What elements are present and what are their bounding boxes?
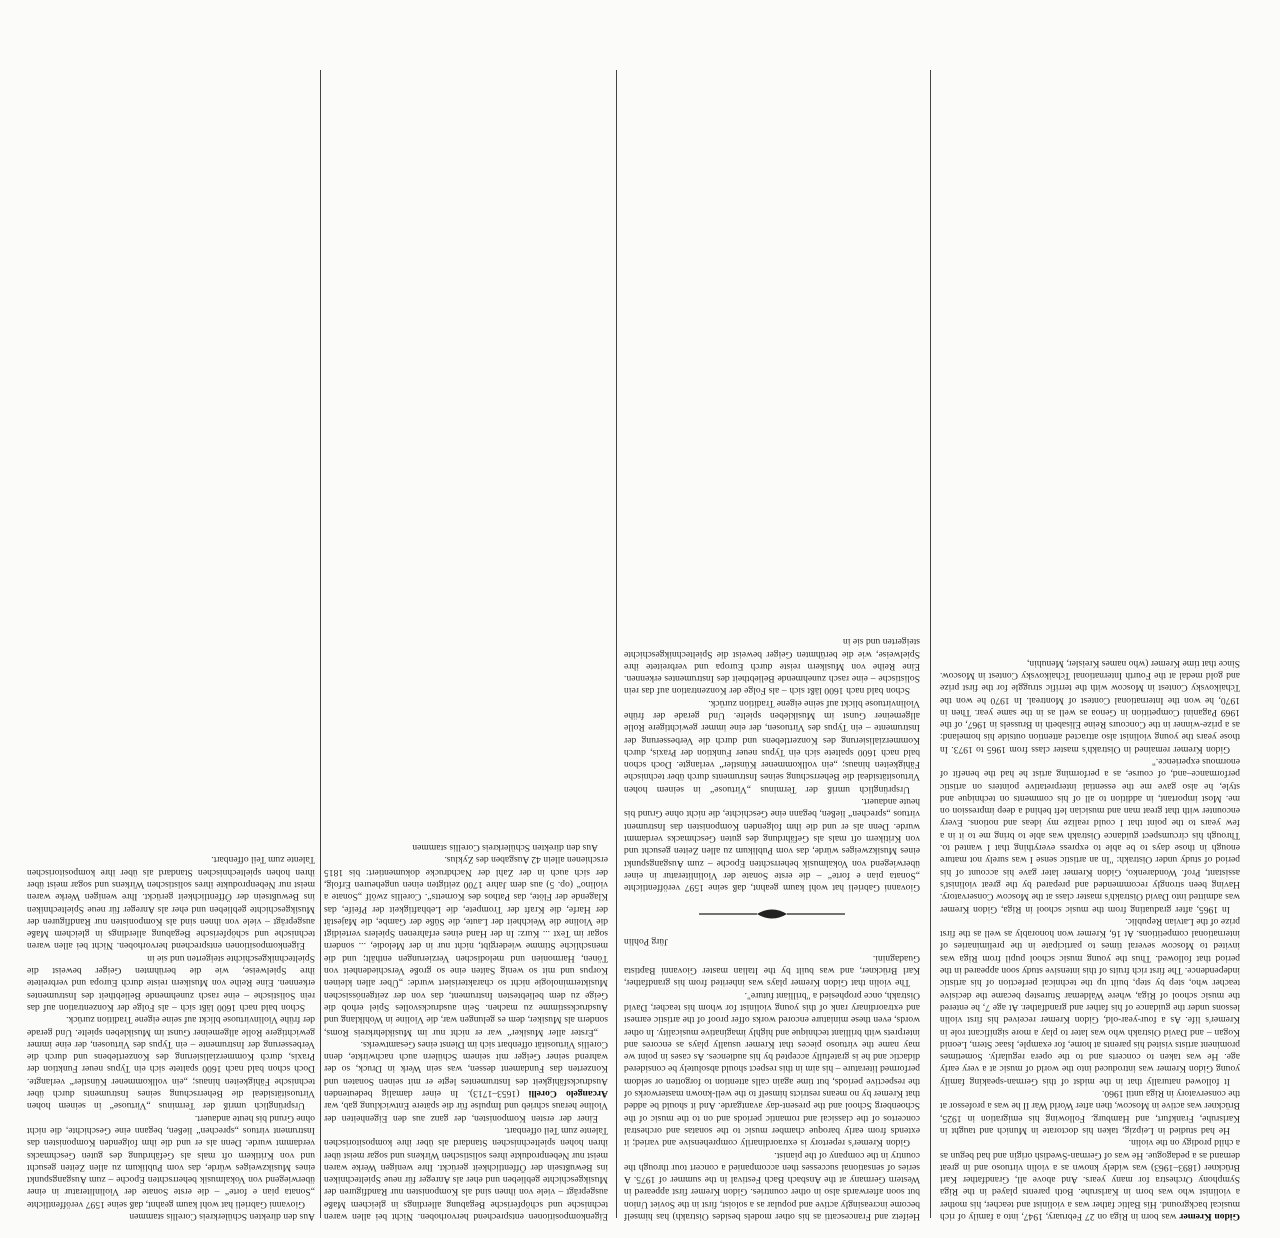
paragraph-text: Aus den direkten Schülerkreis Corellis stammen (412, 842, 598, 854)
paragraph-text: Schon bald nach 1600 läßt sich – als Folge der Konzentration auf das rein Solistische – eine rasch zunehmende Beliebtheit des Instrumentes erkennen. Eine Reihe von Musikern reiste durch Europa und verbreitete ihre Spielweise, wie die berühmten Geiger beweist die Spieltechnikgeschichte steigerten und sie in (27, 952, 315, 1013)
german-column-1 (324, 72, 608, 1222)
paragraph-text: Eigenkompositionen entsprechend hervorhoben. Nicht bei allen waren technische und schöpferische Begabung allerdings in gleichem Maße ausgeprägt – viele von ihnen sind als Komponisten nur Randfiguren der Musikgeschichte geblieben und eher als Anreger für neue Spieltechniken ins Bewußtsein der Öffentlichkeit gerückt. Ihre wenigen Werke waren meist nur Nebenprodukte ihres solistischen Wirkens und sogar meist über ihren hohen spieltechnischen Standard als über ihre kompositorischen Talente zum Teil offenbart. (27, 854, 315, 952)
english-column-2 (624, 72, 920, 1222)
paragraph-text: Einer der ersten Komponisten, der ganz aus den Eigenheiten der Violine heraus schrieb und Impulse für die spätere Entwicklung gab, war (324, 1100, 608, 1124)
name-lead: Gidon Kremer (1179, 1211, 1240, 1222)
paragraph-text: It followed naturally that in the midst of this German-speaking family young Gidon Kremer was introduced into the world of music at a very early age. He was taken to concerts and to the opera regularly. Sometimes prominent artists visited his parents at home, for example, Isaac Stern, Leonid Kogan – and David Oistrakh who was later to play a more significant role in Kremer's life. As a four-year-old, Gidon Kremer received his first violin lessons under the guidance of his father and grandfather. At age 7, he entered the music school of Riga, where Waldemar Sturestep became the decisive teacher who, step by step, built up the technical perfection of his artistic independence. The first rich fruits of this intensive study soon appeared in the period that followed. Thus the young music school pupil from Riga was invited to Moscow several times to participate in the preliminaries of international competitions. At 16, Kremer won honorably as well as the first prize of the Latvian Republic. (940, 915, 1240, 1087)
paragraph (940, 1136, 1240, 1222)
paragraph-text: Gidon Kremer remained in Oistrakh's master class from 1965 to 1973. In those years the young violinist also attracted attention outside his homeland: as a prize-winner in the Concours Reine Elisabeth in Brussels in 1967, of the 1969 Paganini Competition in Genoa as well as in the same year. Then in 1970, he won the International Contest of Montreal. In 1970 he won the Tchaikovsky Contest in Moscow with the terrific struggle for the first prize and gold medal at the Fourth International Tchaikovsky Contest in Moscow. Since that time Kremer (who names Kreisler, Menuhin, (940, 657, 1240, 755)
name-bold: Arcangelo Corelli (528, 1088, 608, 1100)
paragraph (940, 1087, 1240, 1136)
paragraph-text: was born in Riga on 27 February, 1947, into a family of rich musical background. His Baltic father was a violinist and teacher, his mother a violinist who was born in Karlsruhe. Both parents played in the Riga Symphony Orchestra for many years. And above all, Grandfather Karl Brückner (1893–1963) was widely known as a violin virtuoso and in great demand as a pedagogue. He was of German-Swedish origin and had begun as a child prodigy on the violin. (940, 1137, 1240, 1222)
paragraph (324, 853, 608, 1037)
paragraph (324, 841, 608, 853)
paragraph (324, 1124, 608, 1222)
german-column-2 (27, 72, 315, 1222)
paragraph (940, 656, 1240, 754)
paragraph-text: Gidon Kremer's repertory is extraordinarily comprehensive and varied; it extends from early baroque chamber music to the sonatas and orchestral concertos of the classical and romantic periods and on to the music of the Schoenberg School and the present-day avantgarde. And it should be added that Kremer by no means restricts himself to the well-known masterworks of the respective periods, but time again calls attention to forgotten or seldom performed literature – his aim in this respect should absolutely be considered didactic and he is gratefully accepted by his audiences. As cases in point we may name the virtuoso pieces that Kremer usually plays as encores and interprets with brilliant technique and highly imaginative musicality. In other words, even these miniature encored works offer proof of the artistic earnest and extraordinary rank of this young violinist for whom his teacher, David Oistrakh, once prophesied a "brilliant future". (624, 989, 920, 1149)
paragraph (624, 795, 920, 893)
paragraph-text: In 1965, after graduating from the music school in Riga, Gidon Kremer was admitted into David Oistrakh's master class at the Moscow Conservatory. Having been strongly recommended and prepared by the great violinist's assistant, Prof. Wondarenko, Gidon Kremer later gave his account of his period of study under Oistrakh: "In an artistic sense I was surely not mature enough in those days to be able to express everything that I wanted to. Through his circumspect guidance Oistrakh was able to bring me to it in a few years to the point that I could realize my ideas and notions. Every encounter with that great man and musician left behind a deep impression on me. Most important, in addition to all of his comments on technique and style, he also gave me the essential interpretative pointers on artistic performance–and, of course, as a performing artist he had the benefit of enormous experience." (940, 756, 1240, 915)
paragraph (940, 755, 1240, 915)
paragraph (624, 1148, 920, 1222)
ornament-divider (697, 907, 847, 921)
paragraph-text: Giovanni Gabrieli hat wohl kaum geahnt, daß seine 1597 veröffentlichte „Sonata pian e forte“ – die erste Sonate der Violinliteratur in einer überwiegend von Vokalmusik beherrschten Epoche – zum Ausgangspunkt eines Musikzweiges würde, das vom Publikum zu allen Zeiten gesucht und von Kritikern oft mals als Gefährdung des guten Geschmacks verdammt wurde. Denn als er und die ihm folgenden Komponisten das Instrument virtuos „sprechen“ ließen, begann eine Geschichte, die nicht ohne Grund bis heute andauert. (27, 1112, 315, 1210)
paragraph (624, 696, 920, 794)
paragraph-text: Eigenkompositionen entsprechend hervorhoben. Nicht bei allen waren technische und schöpferische Begabung allerdings in gleichem Maße ausgeprägt – viele von ihnen sind als Komponisten nur Randfiguren der Musikgeschichte geblieben und eher als Anreger für neue Spieltechniken ins Bewußtsein der Öffentlichkeit gerückt. Ihre wenigen Werke waren meist nur Nebenprodukte ihres solistischen Wirkens und sogar meist über ihren hohen spieltechnischen Standard als über ihre kompositorischen Talente zum Teil offenbart. (324, 1124, 608, 1222)
paragraph (624, 635, 920, 696)
paragraph-text: Heifetz and Francescatti as his other models besides Oistrakh) has himself become increasingly active and popular as a soloist, first in the Soviet Union but soon afterwards also in other countries. Gidon Kremer first appeared in Western Germany at the Ansbach Bach Festival in the summer of 1975. A series of sensational successes then accompanied a concert tour through the country in the company of the pianist. (624, 1149, 920, 1222)
paragraph-text: He had studied in Leipzig, taken his doctorate in Munich and taught in Karlsruhe, Frankfurt, and Hamburg. Following his emigration in 1925, Brückner was active in Moscow, then after World War II he was a professor at the conservatory in Riga until 1960. (940, 1088, 1240, 1136)
column-rule (930, 70, 931, 1218)
paragraph (324, 1038, 608, 1124)
paragraph (27, 1210, 315, 1222)
paragraph-text: Ursprünglich umriß der Terminus „Virtuose“ in seinem hohen Virtuositätsideal die Beherrschung seines Instruments durch über technische Fähigkeiten hinaus; „ein vollkommener Künstler“ verlangte. Doch schon bald nach 1600 spaltete sich ein Typus neuer Funktion der Praxis, durch Kommerzialisierung des Konzertlebens und durch die Verbesserung der Instrumente – ein Typus des Virtuosen, der eine immer gewichtigere Rolle allgemeiner Gunst im Musikleben spielte. Und gerade der frühe Violinvirtuose blickt auf seine eigene Tradition zurück. (27, 1014, 315, 1112)
paragraph (27, 853, 315, 951)
author-credit: Jürg Pohlin (624, 936, 668, 948)
paragraph (27, 951, 315, 1012)
column-rule (616, 70, 617, 1218)
paragraph-text: The violin that Gidon Kremer plays was inherited from his grandfather, Karl Brückner, and was built by the Italian master Giovanni Baptista Guadagnini. (624, 952, 920, 989)
paragraph-text: Schon bald nach 1600 läßt sich – als Folge der Konzentration auf das rein Solistische – eine rasch zunehmende Beliebtheit des Instrumentes erkennen. Eine Reihe von Musikern reiste durch Europa und verbreitete ihre Spielweise, wie die berühmten Geiger beweist die Spieltechnikgeschichte steigerten und sie in (624, 636, 920, 697)
paragraph-text: „Erster aller Musiker“ war er nicht nur im Musiklehrkreis Roms, sondern als Musiker, dem es gelungen war, die Violine in Wohlklang und Ausdrucksstimme zu machen. Sein ausdrucksvolles Spiel erhob die Geige zu dem beliebtesten Instrument, das von der zeitgenössischen Musikterminologie nicht so charakterisiert wurde: „Über allen kleinen Korpus und mit so wenig Saiten eine so große Verschiedenheit von Tönen, Harmonien und melodischen Verzierungen enthält; und die menschliche Stimme wiedergibt, nicht nur in der Melodie, ... sondern sogar im Text ... Kurz: In der Hand eines erfahrenen Spielers verteidigt die Violine die Weichheit der Laute, die Süße der Gambe, die Majestät der Harfe, die Kraft der Trompete, die Lebhaftigkeit der Pfeife, das Klagende der Flöte, das Pathos des Kornetts“. Corellis zwölf „Sonate a violino“ (op. 5) aus dem Jahre 1700 zeitigten einen ungeheuren Erfolg, der sich auch in der Zahl der Nachdrucke dokumentiert: bis 1815 erschienen allein 42 Ausgaben des Zyklus. (324, 854, 608, 1038)
paragraph (27, 1013, 315, 1111)
paragraph-text: (1653–1713). In einer damalig bedeutenden Ausdrucksfähigkeit des Instrumentes legte er mit seinen Sonaten und Konzerten das Fundament dessen, was sein Werk in Druck, so der wahrend seiner Geiger mit seinem Schülern auch nachwirkte, denn Corellis Virtuosität offenbart sich im Dienst eines Gesamtwerks. (324, 1038, 608, 1100)
paragraph (624, 988, 920, 1148)
paragraph-text: Giovanni Gabrieli hat wohl kaum geahnt, daß seine 1597 veröffentlichte „Sonata pian e forte“ – die erste Sonate der Violinliteratur in einer überwiegend von Vokalmusik beherrschten Epoche – zum Ausgangspunkt eines Musikzweiges würde, das vom Publikum zu allen Zeiten gesucht und von Kritikern oft mals als Gefährdung des guten Geschmacks verdammt wurde. Denn als er und die ihm folgenden Komponisten das Instrument virtuos „sprechen“ ließen, begann eine Geschichte, die nicht ohne Grund bis heute andauert. (624, 796, 920, 894)
paragraph-text: Aus den direkten Schülerkreis Corellis stammen (129, 1211, 315, 1222)
paragraph (940, 915, 1240, 1087)
paragraph (624, 951, 920, 988)
column-rule (320, 70, 321, 1218)
paragraph-text: Ursprünglich umriß der Terminus „Virtuose“ in seinem hohen Virtuositätsideal die Beherrschung seines Instruments durch über technische Fähigkeiten hinaus; „ein vollkommener Künstler“ verlangte. Doch schon bald nach 1600 spaltete sich ein Typus neuer Funktion der Praxis, durch Kommerzialisierung des Konzertlebens und durch die Verbesserung der Instrumente – ein Typus des Virtuosen, der eine immer gewichtigere Rolle allgemeiner Gunst im Musikleben spielte. Und gerade der frühe Violinvirtuose blickt auf seine eigene Tradition zurück. (624, 697, 920, 795)
english-column-1 (940, 72, 1240, 1222)
paragraph (27, 1111, 315, 1209)
